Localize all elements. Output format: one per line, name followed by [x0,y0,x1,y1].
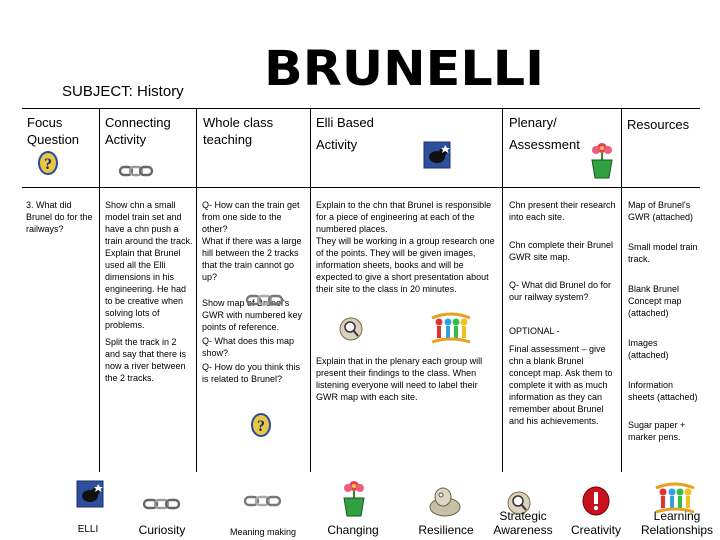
people-icon [430,310,472,346]
resource-item: Sugar paper + marker pens. [628,420,686,442]
chain-icon [245,291,285,309]
resource-item: Images (attached) [628,338,669,360]
header-elli-activity: Activity [316,137,358,152]
brunelli-banner [262,44,547,90]
header-divider [22,187,700,188]
plenary-text: Final assessment – give chn a blank Brunel concept map. Ask them to complete it with as much information as they can remember about Brunel and his achievements. [509,344,613,426]
resources-cell [628,199,700,443]
connecting-activity-text: Show chn a small model train set and have a chn push a train around the track. Explain that Brunel used all the Elli dimensions in his engineering. He had to be creative when solving lots of problems. [105,200,193,330]
legend-learning-relationships: Learning Relationships [640,509,714,537]
chain-icon [118,162,154,180]
legend-creativity: Creativity [570,523,621,537]
legend-elli: ELLI [77,524,99,535]
whole-class-text: Show map of Brunel's GWR with numbered key points of reference. [202,298,303,332]
plenary-text: OPTIONAL - [509,326,560,336]
connecting-activity-text: Split the track in 2 and say that there is now a river between the 2 tracks. [105,337,187,383]
header-resources: Resources [627,117,690,132]
plenary-text: Q- What did Brunel do for our railway system? [509,280,612,302]
legend-curiosity: Curiosity [138,523,186,537]
connecting-activity-cell [105,199,193,384]
subject-title: SUBJECT: History [62,83,184,100]
resource-item: Map of Brunel's GWR (attached) [628,200,694,222]
col-divider [621,108,622,472]
whole-class-text: Q- How can the train get from one side to the other? [202,200,300,234]
whole-class-text: Q- What does this map show? [202,336,295,358]
chain-icon [142,495,182,513]
resource-item: Blank Brunel Concept map (attached) [628,284,682,318]
flower-pot-icon [340,478,368,518]
header-elli-based: Elli Based [316,115,374,130]
rock-icon [428,485,462,517]
elli-icon [423,141,451,169]
legend-resilience: Resilience [418,523,474,537]
resource-item: Small model train track. [628,242,698,264]
elli-activity-text: Explain to the chn that Brunel is responsible for a piece of engineering at each of the numbered places. [316,200,492,234]
header-connecting-activity: Connecting Activity [105,115,171,147]
whole-class-text: Q- How do you think this is related to Brunel? [202,362,301,384]
exclamation-icon [582,486,610,516]
header-focus-question: Focus Question [27,115,80,147]
header-whole-class: Whole class teaching [203,115,274,147]
col-divider [310,108,311,472]
header-assessment: Assessment [509,137,580,152]
elli-activity-text: They will be working in a group research one of the points. They will be given images, information sheets, books and will be expected to give a short presentation about their site to the class in 20 minutes. [316,236,495,294]
brunelli-banner-text: BRUNELLI [264,44,544,90]
plenary-text: Chn present their research into each site. [509,200,616,222]
flower-pot-icon [588,140,616,180]
elli-icon [76,480,104,508]
table-top-border [22,108,700,109]
magnifier-icon [338,316,364,342]
legend-changing: Changing [327,523,379,537]
elli-activity-cell [316,199,498,295]
question-icon [37,150,59,176]
plenary-cell [509,199,617,427]
col-divider [196,108,197,472]
resource-item: Information sheets (attached) [628,380,698,402]
elli-plenary-text: Explain that in the plenary each group will present their findings to the class. When listening everyone will need to label their GWR map with each site. [316,356,483,402]
svg-text:?: ? [257,418,265,435]
legend-meaning-making: Meaning making [229,527,297,537]
col-divider [502,108,503,472]
chain-icon [243,492,283,510]
plenary-text: Chn complete their Brunel GWR site map. [509,240,614,262]
header-plenary: Plenary/ [509,115,557,130]
focus-question-text: 3. What did Brunel do for the railways? [26,200,93,234]
legend-strategic-awareness: Strategic Awareness [493,509,553,537]
col-divider [99,108,100,472]
whole-class-text: What if there was a large hill between the 2 tracks that the train cannot go up? [202,236,302,282]
svg-text:?: ? [44,156,52,173]
question-icon [250,412,272,438]
